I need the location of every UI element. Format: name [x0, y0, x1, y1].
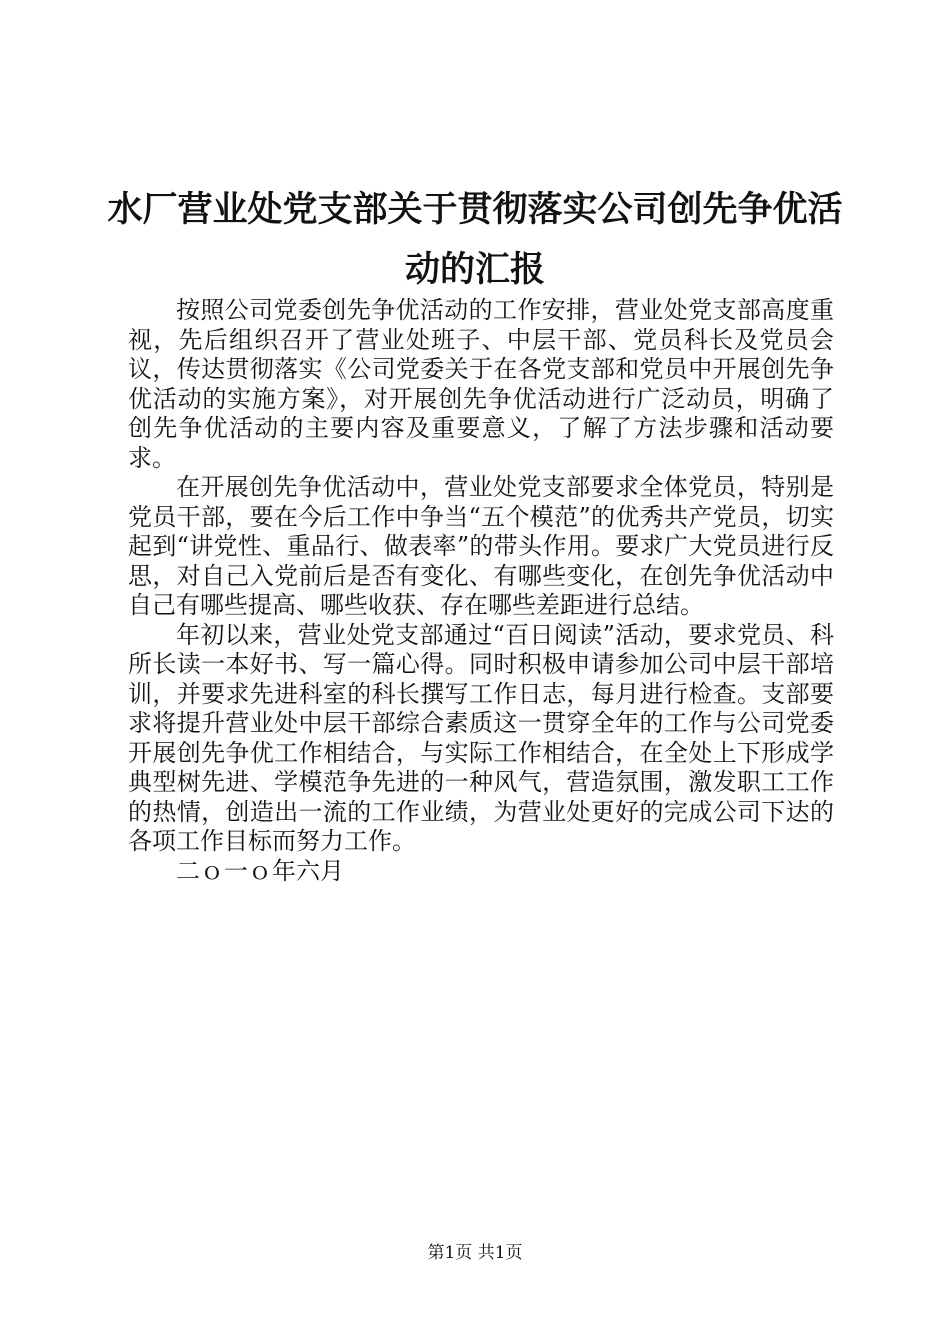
document-title: 水厂营业处党支部关于贯彻落实公司创先争优活动的汇报	[107, 189, 843, 290]
document-body	[128, 296, 834, 886]
page-footer: 第1页 共1页	[427, 1243, 523, 1263]
paragraph-2: 在开展创先争优活动中，营业处党支部要求全体党员，特别是党员干部，要在今后工作中争当“五个模范”的优秀共产党员，切实起到“讲党性、重品行、做表率”的带头作用。要求广大党员进行反思，对自己入党前后是否有变化、有哪些变化，在创先争优活动中自己有哪些提高、哪些收获、存在哪些差距进行总结。	[128, 473, 834, 619]
paragraph-3: 年初以来，营业处党支部通过“百日阅读”活动，要求党员、科所长读一本好书、写一篇心得。同时积极申请参加公司中层干部培训，并要求先进科室的科长撰写工作日志，每月进行检查。支部要求将提升营业处中层干部综合素质这一贯穿全年的工作与公司党委开展创先争优工作相结合，与实际工作相结合，在全处上下形成学典型树先进、学模范争先进的一种风气，营造氛围，激发职工工作的热情，创造出一流的工作业绩，为营业处更好的完成公司下达的各项工作目标而努力工作。	[128, 620, 834, 855]
document-date: 二ｏ一ｏ年六月	[176, 856, 344, 885]
paragraph-1: 按照公司党委创先争优活动的工作安排，营业处党支部高度重视，先后组织召开了营业处班子、中层干部、党员科长及党员会议，传达贯彻落实《公司党委关于在各党支部和党员中开展创先争优活动的实施方案》，对开展创先争优活动进行广泛动员，明确了创先争优活动的主要内容及重要意义，了解了方法步骤和活动要求。	[128, 296, 834, 472]
